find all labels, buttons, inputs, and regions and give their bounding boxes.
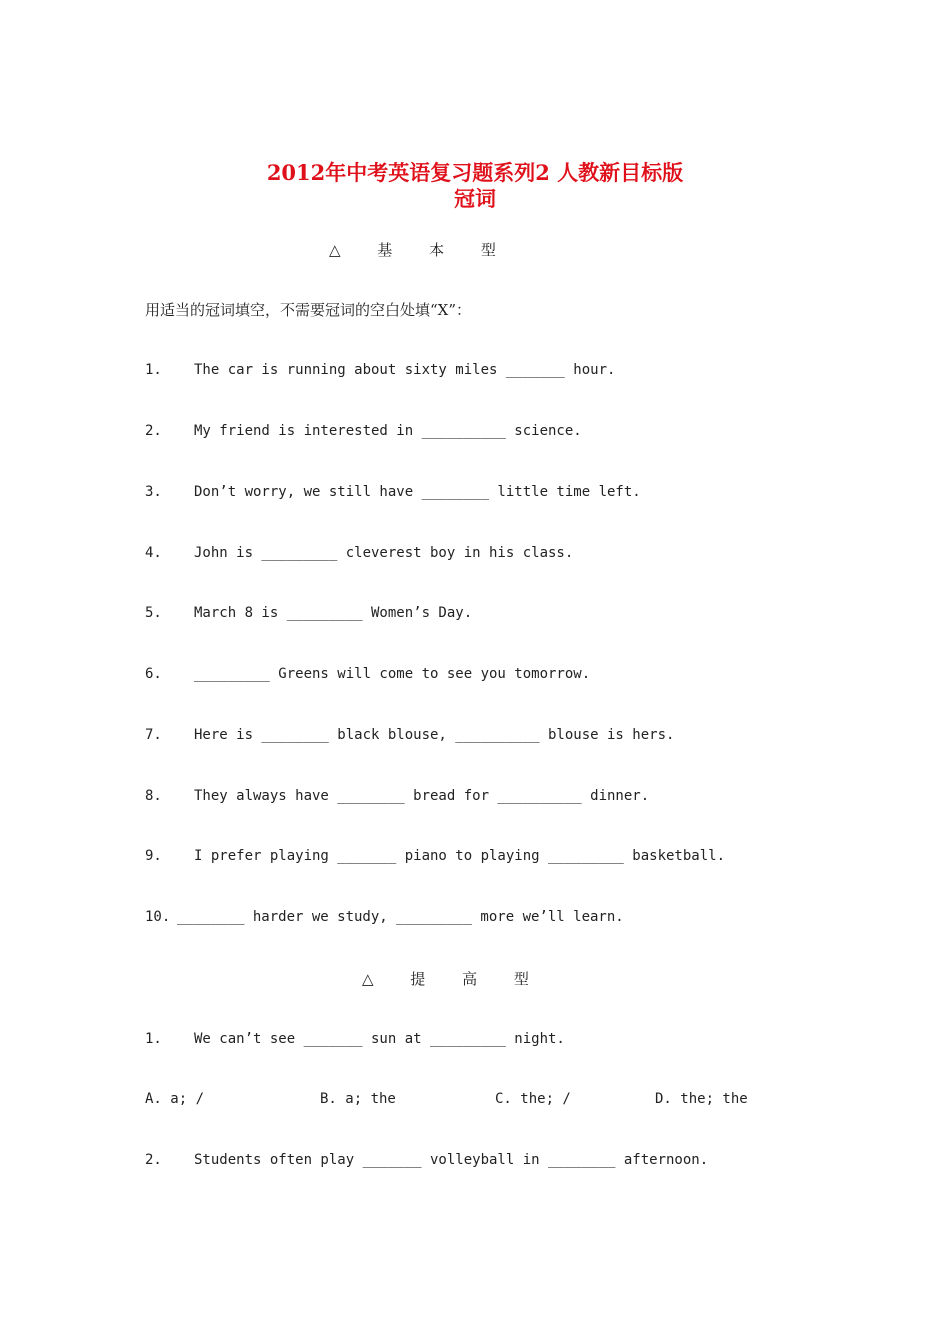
question-text: The car is running about sixty miles _______ hour. xyxy=(194,362,616,378)
question-text: Don’t worry, we still have ________ little time left. xyxy=(194,484,641,500)
question-text: _________ Greens will come to see you tomorrow. xyxy=(194,666,591,682)
question-item xyxy=(145,421,582,441)
question-text: We can’t see _______ sun at _________ night. xyxy=(194,1031,565,1047)
question-text: ________ harder we study, _________ more we’ll learn. xyxy=(177,909,624,925)
question-number: 2. xyxy=(145,1152,162,1168)
question-text: Here is ________ black blouse, __________ blouse is hers. xyxy=(194,727,675,743)
question-item xyxy=(145,846,725,866)
question-text: Students often play _______ volleyball in ________ afternoon. xyxy=(194,1152,709,1168)
document-title: 2012年中考英语复习题系列2 人教新目标版 xyxy=(266,160,684,185)
question-number: 1. xyxy=(145,362,162,378)
question-item xyxy=(145,1150,708,1170)
question-number: 4. xyxy=(145,545,162,561)
question-number: 7. xyxy=(145,727,162,743)
question-item xyxy=(145,543,573,563)
question-text: John is _________ cleverest boy in his class. xyxy=(194,545,574,561)
question-item xyxy=(145,786,649,806)
question-number: 1. xyxy=(145,1031,162,1047)
question-item xyxy=(145,1029,565,1049)
question-text: I prefer playing _______ piano to playing _________ basketball. xyxy=(194,848,726,864)
section-heading-basic: △ 基 本 型 xyxy=(329,241,512,259)
instructions-text: 用适当的冠词填空，不需要冠词的空白处填“X”： xyxy=(145,301,472,319)
question-item xyxy=(145,907,624,927)
question-item xyxy=(145,725,674,745)
question-number: 8. xyxy=(145,788,162,804)
question-number: 10. xyxy=(145,909,171,925)
question-text: My friend is interested in __________ science. xyxy=(194,423,582,439)
question-text: They always have ________ bread for __________ dinner. xyxy=(194,788,650,804)
question-item xyxy=(145,603,472,623)
question-item xyxy=(145,360,615,380)
question-item xyxy=(145,664,590,684)
document-subtitle: 冠词 xyxy=(454,186,496,211)
question-number: 2. xyxy=(145,423,162,439)
option-a: A. a; / xyxy=(145,1091,205,1107)
option-b: B. a; the xyxy=(320,1091,396,1107)
question-number: 9. xyxy=(145,848,162,864)
question-number: 5. xyxy=(145,605,162,621)
question-item xyxy=(145,482,641,502)
question-number: 3. xyxy=(145,484,162,500)
option-d: D. the; the xyxy=(655,1091,748,1107)
option-c: C. the; / xyxy=(495,1091,571,1107)
question-number: 6. xyxy=(145,666,162,682)
section-heading-advanced: △ 提 高 型 xyxy=(362,970,545,988)
question-text: March 8 is _________ Women’s Day. xyxy=(194,605,473,621)
